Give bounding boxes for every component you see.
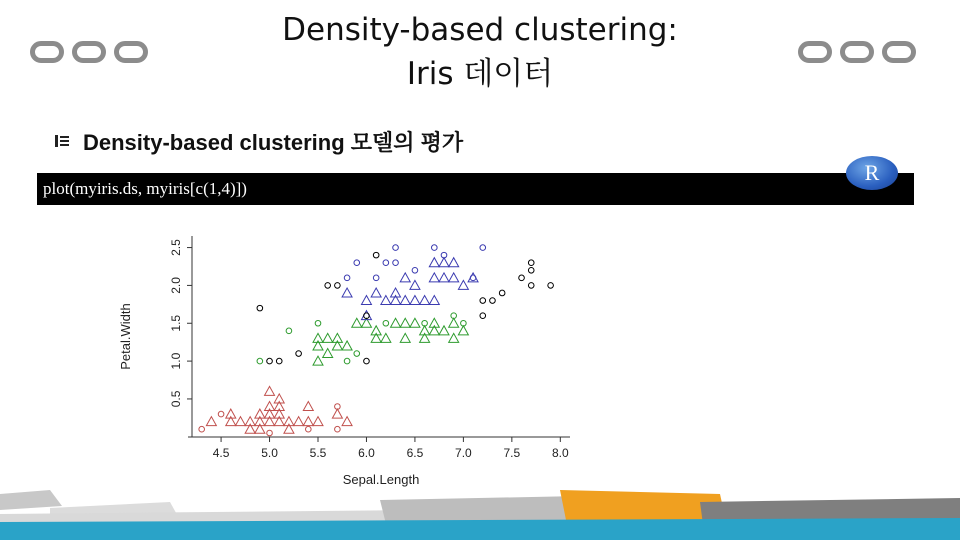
data-point-triangle <box>371 288 381 297</box>
deco-oval <box>72 41 106 63</box>
data-point-circle <box>528 260 534 266</box>
data-point-triangle <box>391 318 401 327</box>
x-tick-label: 7.0 <box>455 446 472 460</box>
y-tick-label: 0.5 <box>169 390 183 408</box>
data-point-circle <box>383 260 389 266</box>
data-point-circle <box>499 290 505 296</box>
left-decoration <box>30 41 148 63</box>
data-point-circle <box>335 426 341 432</box>
data-point-triangle <box>420 296 430 305</box>
bookmark-bullet-icon <box>55 134 69 150</box>
data-point-circle <box>470 275 476 281</box>
deco-oval <box>114 41 148 63</box>
data-point-triangle <box>410 280 420 289</box>
data-point-triangle <box>429 258 439 267</box>
x-tick-label: 7.5 <box>503 446 521 460</box>
data-point-triangle <box>449 333 459 342</box>
code-block: plot(myiris.ds, myiris[c(1,4)]) <box>37 173 914 205</box>
data-point-triangle <box>323 349 333 358</box>
data-point-triangle <box>303 402 313 411</box>
data-point-circle <box>296 351 302 357</box>
data-point-triangle <box>332 409 342 418</box>
deco-oval <box>840 41 874 63</box>
data-point-circle <box>412 267 418 273</box>
data-point-circle <box>286 328 292 334</box>
data-point-triangle <box>313 417 323 426</box>
data-point-triangle <box>323 333 333 342</box>
data-point-triangle <box>381 296 391 305</box>
scatter-plot-svg <box>110 228 590 498</box>
data-point-triangle <box>294 417 304 426</box>
data-point-triangle <box>429 296 439 305</box>
data-point-triangle <box>400 318 410 327</box>
right-decoration <box>798 41 916 63</box>
x-tick-label: 8.0 <box>551 446 569 460</box>
data-point-triangle <box>400 333 410 342</box>
y-tick-label: 1.5 <box>169 314 183 332</box>
data-point-circle <box>257 358 263 364</box>
data-point-circle <box>528 283 534 289</box>
data-point-circle <box>383 320 389 326</box>
title-line-2: Iris 데이터 <box>406 56 554 92</box>
data-point-triangle <box>361 296 371 305</box>
data-point-triangle <box>400 296 410 305</box>
data-point-triangle <box>313 356 323 365</box>
data-point-circle <box>393 245 399 251</box>
data-point-circle <box>480 313 486 319</box>
data-point-circle <box>325 283 331 289</box>
data-point-circle <box>267 358 273 364</box>
data-point-circle <box>335 283 341 289</box>
x-axis-label: Sepal.Length <box>342 472 420 487</box>
deco-oval <box>30 41 64 63</box>
deco-oval <box>798 41 832 63</box>
data-point-circle <box>276 358 282 364</box>
data-point-circle <box>199 426 205 432</box>
data-point-triangle <box>439 258 449 267</box>
data-point-triangle <box>439 273 449 282</box>
data-point-circle <box>373 252 379 258</box>
data-point-triangle <box>439 326 449 335</box>
x-tick-label: 4.5 <box>212 446 230 460</box>
x-tick-label: 6.0 <box>358 446 375 460</box>
data-point-circle <box>432 245 438 251</box>
data-point-circle <box>519 275 525 281</box>
data-point-triangle <box>352 318 362 327</box>
data-point-triangle <box>449 273 459 282</box>
data-point-triangle <box>342 341 352 350</box>
deco-oval <box>882 41 916 63</box>
slide-title <box>210 8 750 96</box>
data-point-circle <box>393 260 399 266</box>
data-point-circle <box>490 298 496 304</box>
data-point-triangle <box>381 333 391 342</box>
data-point-circle <box>354 260 360 266</box>
data-point-triangle <box>449 258 459 267</box>
data-point-circle <box>528 267 534 273</box>
bullet-text: Density-based clustering 모델의 평가 <box>83 130 464 155</box>
data-point-triangle <box>410 318 420 327</box>
x-tick-label: 6.5 <box>406 446 424 460</box>
data-point-triangle <box>429 273 439 282</box>
data-point-circle <box>480 245 486 251</box>
y-axis-label: Petal.Width <box>118 303 133 370</box>
data-point-circle <box>344 275 350 281</box>
data-point-triangle <box>265 386 275 395</box>
data-point-triangle <box>342 417 352 426</box>
data-point-triangle <box>206 417 216 426</box>
data-point-circle <box>548 283 554 289</box>
data-point-circle <box>480 298 486 304</box>
data-point-triangle <box>458 326 468 335</box>
data-point-triangle <box>303 417 313 426</box>
data-point-circle <box>257 305 263 311</box>
y-tick-label: 2.5 <box>169 239 183 256</box>
title-line-1: Density-based clustering: <box>282 12 678 48</box>
data-point-triangle <box>342 288 352 297</box>
scatter-plot <box>110 228 590 503</box>
data-point-triangle <box>410 296 420 305</box>
r-logo: R <box>846 156 898 190</box>
data-point-circle <box>306 426 312 432</box>
bottom-decoration <box>0 480 960 540</box>
data-point-triangle <box>400 273 410 282</box>
data-point-circle <box>267 430 273 436</box>
data-point-circle <box>315 320 321 326</box>
data-point-circle <box>364 358 370 364</box>
data-point-triangle <box>458 280 468 289</box>
y-tick-label: 2.0 <box>169 277 183 294</box>
data-point-circle <box>218 411 224 417</box>
x-tick-label: 5.0 <box>261 446 278 460</box>
y-tick-label: 1.0 <box>169 352 183 370</box>
data-point-triangle <box>235 417 245 426</box>
data-point-triangle <box>449 318 459 327</box>
data-point-circle <box>344 358 350 364</box>
bullet-item <box>55 126 463 157</box>
data-point-circle <box>354 351 360 357</box>
data-point-circle <box>373 275 379 281</box>
x-tick-label: 5.5 <box>309 446 327 460</box>
